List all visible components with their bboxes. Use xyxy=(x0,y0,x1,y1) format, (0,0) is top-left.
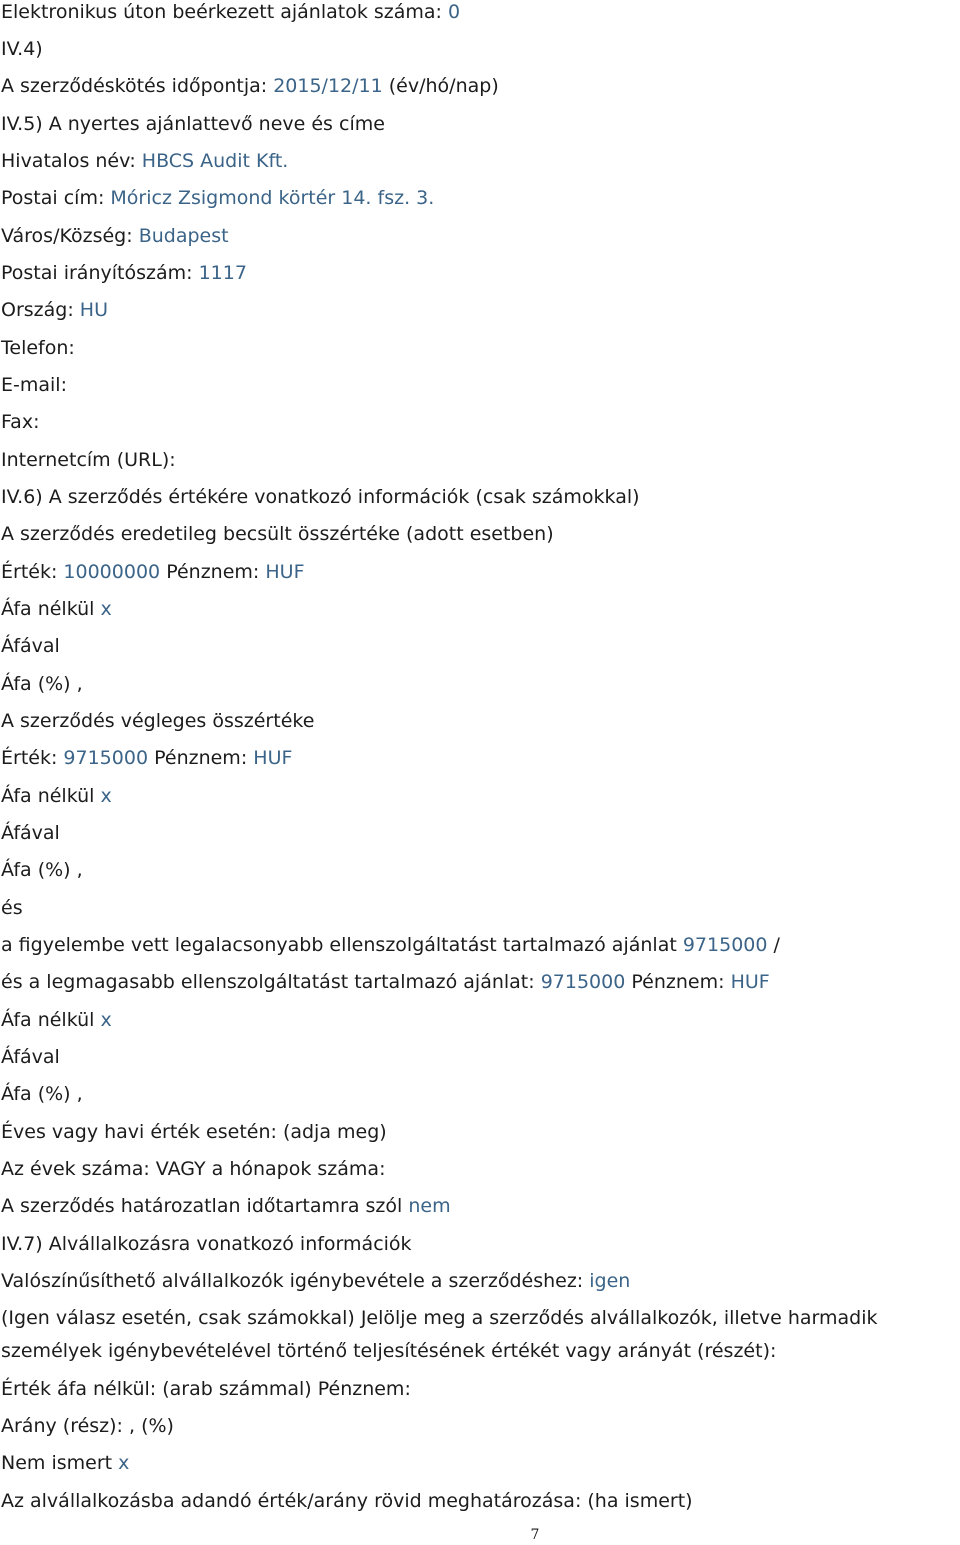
with-vat-row: Áfával xyxy=(1,1046,60,1068)
checked-mark: x xyxy=(100,1009,112,1031)
field-value: HUF xyxy=(265,561,305,583)
years-months-row: Az évek száma: VAGY a hónapok száma: xyxy=(1,1158,386,1180)
fax-row: Fax: xyxy=(1,411,40,433)
field-label: Áfa nélkül xyxy=(1,785,95,807)
section-heading-iv7: IV.7) Alvállalkozásra vonatkozó információk xyxy=(1,1233,412,1255)
field-value: 2015/12/11 xyxy=(273,75,383,97)
checked-mark: x xyxy=(118,1452,130,1474)
with-vat-row: Áfával xyxy=(1,822,60,844)
field-value: igen xyxy=(589,1270,631,1292)
section-heading-iv4: IV.4) xyxy=(1,38,43,60)
zip-row xyxy=(1,261,247,285)
field-value: HUF xyxy=(730,971,770,993)
indefinite-term-row xyxy=(1,1194,451,1218)
field-label: Ország: xyxy=(1,299,74,321)
estimated-value-heading: A szerződés eredetileg becsült összértéke (adott esetben) xyxy=(1,523,554,545)
subcontract-value-row: Érték áfa nélkül: (arab számmal) Pénznem: xyxy=(1,1378,411,1400)
vat-percent-row: Áfa (%) , xyxy=(1,673,83,695)
date-format-hint: (év/hó/nap) xyxy=(388,75,499,97)
field-label: Nem ismert xyxy=(1,1452,113,1474)
section-heading-iv6: IV.6) A szerződés értékére vonatkozó információk (csak számokkal) xyxy=(1,486,640,508)
field-value: HBCS Audit Kft. xyxy=(141,150,289,172)
field-value: 9715000 xyxy=(682,934,768,956)
final-value-heading: A szerződés végleges összértéke xyxy=(1,710,315,732)
highest-offer-row xyxy=(1,970,770,994)
subcontract-ratio-row: Arány (rész): , (%) xyxy=(1,1415,174,1437)
field-label: A szerződés határozatlan időtartamra szól xyxy=(1,1195,403,1217)
phone-row: Telefon: xyxy=(1,337,75,359)
field-label: Érték: xyxy=(1,747,58,769)
field-value: Budapest xyxy=(138,225,229,247)
field-value: HUF xyxy=(253,747,293,769)
short-description-row: Az alvállalkozásba adandó érték/arány rövid meghatározása: (ha ismert) xyxy=(1,1490,693,1512)
field-label: Pénznem: xyxy=(631,971,725,993)
field-label: Postai irányítószám: xyxy=(1,262,193,284)
field-value: 10000000 xyxy=(63,561,161,583)
checked-mark: x xyxy=(100,785,112,807)
field-label: Áfa nélkül xyxy=(1,1009,95,1031)
page-number: 7 xyxy=(530,1527,540,1543)
field-label: Hivatalos név: xyxy=(1,150,136,172)
field-label: Pénznem: xyxy=(154,747,248,769)
field-label: Áfa nélkül xyxy=(1,598,95,620)
without-vat-row xyxy=(1,597,112,621)
vat-percent-row: Áfa (%) , xyxy=(1,859,83,881)
separator: / xyxy=(773,934,780,956)
without-vat-row xyxy=(1,784,112,808)
vat-percent-row: Áfa (%) , xyxy=(1,1083,83,1105)
without-vat-row xyxy=(1,1008,112,1032)
section-heading-iv5: IV.5) A nyertes ajánlattevő neve és címe xyxy=(1,113,385,135)
field-value: HU xyxy=(79,299,108,321)
field-value: nem xyxy=(408,1195,451,1217)
unknown-row xyxy=(1,1451,129,1475)
contract-date-row xyxy=(1,74,499,98)
city-row xyxy=(1,224,229,248)
field-label: Valószínűsíthető alvállalkozók igénybevétele a szerződéshez: xyxy=(1,1270,584,1292)
postal-address-row xyxy=(1,186,434,210)
field-label: Pénznem: xyxy=(166,561,260,583)
field-value: 0 xyxy=(448,1,461,23)
with-vat-row: Áfával xyxy=(1,635,60,657)
email-row: E-mail: xyxy=(1,374,67,396)
field-label: Postai cím: xyxy=(1,187,105,209)
field-value: Móricz Zsigmond körtér 14. fsz. 3. xyxy=(110,187,435,209)
offers-count-row xyxy=(1,0,460,24)
field-label: Város/Község: xyxy=(1,225,133,247)
field-label: a figyelembe vett legalacsonyabb ellenszolgáltatást tartalmazó ajánlat xyxy=(1,934,677,956)
field-value: 9715000 xyxy=(540,971,626,993)
field-label: Érték: xyxy=(1,561,58,583)
country-row xyxy=(1,298,108,322)
and-row: és xyxy=(1,897,23,919)
url-row: Internetcím (URL): xyxy=(1,449,176,471)
checked-mark: x xyxy=(100,598,112,620)
official-name-row xyxy=(1,149,288,173)
lowest-offer-row xyxy=(1,933,780,957)
instruction-line-1: (Igen válasz esetén, csak számokkal) Jelölje meg a szerződés alvállalkozók, illetve harmadik xyxy=(1,1307,878,1329)
subcontractor-likely-row xyxy=(1,1269,630,1293)
field-label: A szerződéskötés időpontja: xyxy=(1,75,268,97)
field-label: Elektronikus úton beérkezett ajánlatok száma: xyxy=(1,1,442,23)
field-value: 1117 xyxy=(198,262,247,284)
final-value-row xyxy=(1,746,292,770)
field-label: és a legmagasabb ellenszolgáltatást tartalmazó ajánlat: xyxy=(1,971,535,993)
instruction-line-2: személyek igénybevételével történő teljesítésének értékét vagy arányát (részét): xyxy=(1,1340,777,1362)
estimated-value-row xyxy=(1,560,305,584)
field-value: 9715000 xyxy=(63,747,149,769)
annual-value-row: Éves vagy havi érték esetén: (adja meg) xyxy=(1,1121,387,1143)
